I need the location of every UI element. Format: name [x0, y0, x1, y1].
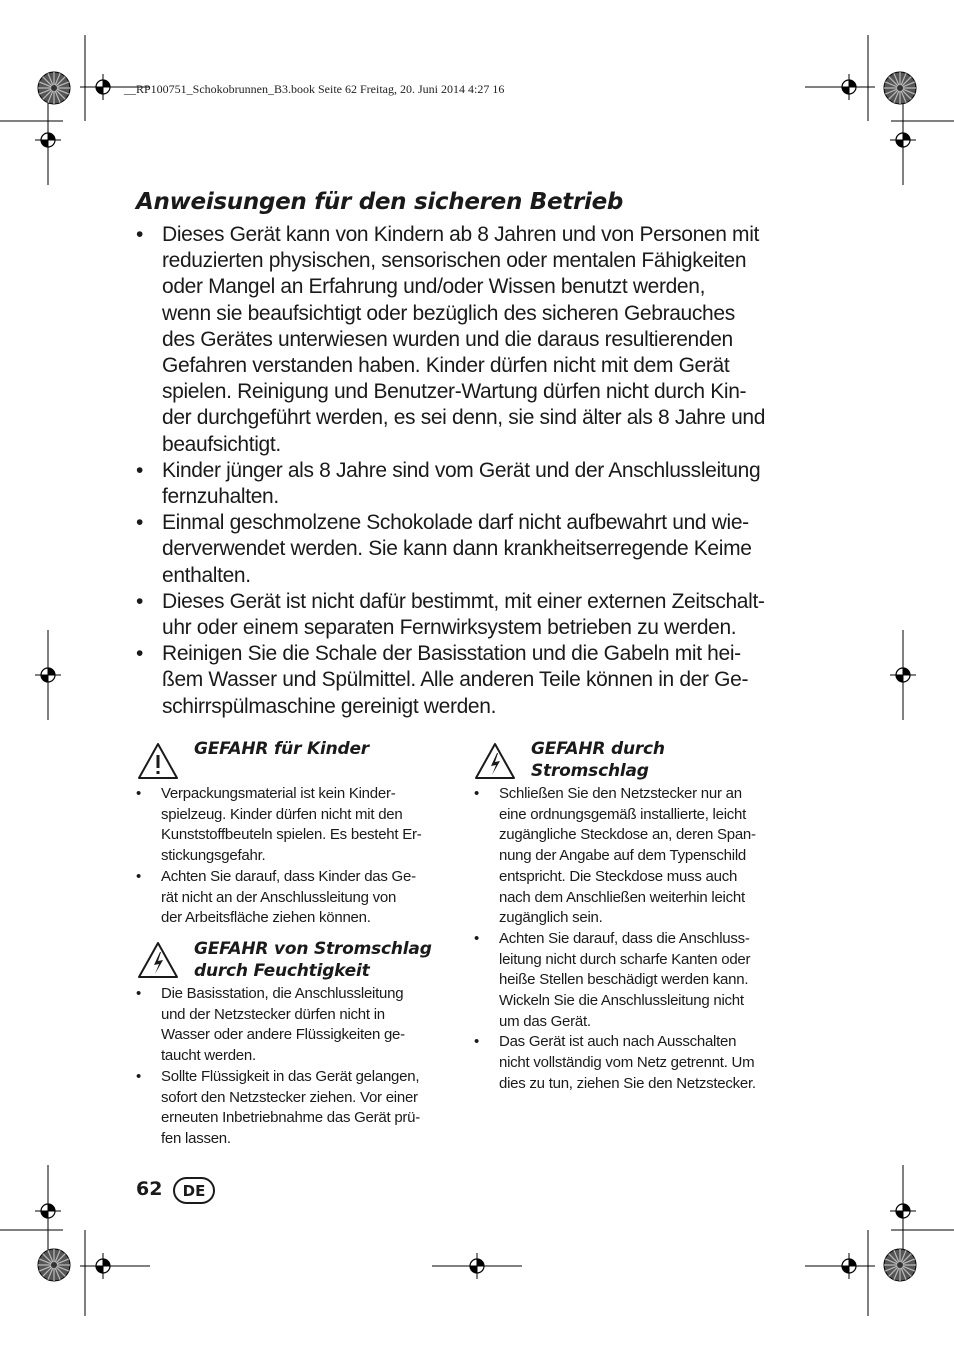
text-line: heiße Stellen beschädigt werden kann.: [499, 971, 749, 989]
text-line: spielen. Reinigung und Benutzer-Wartung dürfen nicht durch Kin-: [162, 380, 747, 404]
text-line: Dieses Gerät kann von Kindern ab 8 Jahren und von Personen mit: [162, 223, 760, 246]
bullet: •: [136, 1067, 142, 1085]
list-item: [136, 458, 816, 510]
safety-instructions-list: [136, 222, 816, 720]
list-item: [136, 984, 456, 1067]
list-item: [474, 1032, 804, 1094]
section-title: Anweisungen für den sicheren Betrieb: [136, 189, 624, 215]
text-line: Reinigen Sie die Schale der Basisstation und die Gabeln mit hei-: [162, 642, 741, 666]
warning-title-line: GEFAHR für Kinder: [194, 739, 369, 759]
text-line: Sollte Flüssigkeit in das Gerät gelangen,: [161, 1067, 420, 1085]
bullet: •: [136, 223, 144, 246]
list-item: [136, 222, 816, 458]
text-line: fernzuhalten.: [162, 485, 279, 509]
text-line: Das Gerät ist auch nach Ausschalten: [499, 1033, 737, 1051]
text-line: spielzeug. Kinder dürfen nicht mit den: [161, 805, 403, 823]
text-line: schirrspülmaschine gereinigt werden.: [162, 694, 497, 718]
warning-title-shock: [531, 738, 665, 782]
electric-shock-warning-icon: [137, 941, 179, 979]
text-line: Die Basisstation, die Anschlussleitung: [161, 985, 404, 1002]
warning-title-moisture: [194, 938, 432, 982]
text-line: Gefahren verstanden haben. Kinder dürfen nicht mit dem Gerät: [162, 354, 730, 378]
warning-list-shock: [474, 784, 804, 1095]
bullet: •: [474, 1033, 480, 1051]
text-line: zugänglich sein.: [499, 909, 603, 927]
warning-title-line: GEFAHR durch: [531, 739, 665, 759]
text-line: fen lassen.: [161, 1129, 231, 1147]
text-line: Kinder jünger als 8 Jahre sind vom Gerät und der Anschlussleitung: [162, 458, 761, 482]
bullet: •: [136, 642, 144, 666]
bullet: •: [474, 785, 480, 802]
text-line: nach dem Anschließen weiterhin leicht: [499, 888, 745, 906]
text-line: oder Mangel an Erfahrung und/oder Wissen benutzt werden,: [162, 275, 706, 299]
text-line: Dieses Gerät ist nicht dafür bestimmt, mit einer externen Zeitschalt-: [162, 589, 765, 613]
electric-shock-warning-icon: [474, 742, 516, 780]
warning-title-line: GEFAHR von Stromschlag: [194, 939, 432, 959]
text-line: derverwendet werden. Sie kann dann krankheitserregende Keime: [162, 537, 752, 561]
list-item: [136, 589, 816, 641]
warning-title-line: Stromschlag: [531, 761, 649, 781]
text-line: Achten Sie darauf, dass Kinder das Ge-: [161, 867, 416, 885]
list-item: [136, 510, 816, 589]
text-line: der durchgeführt werden, es sei denn, sie sind älter als 8 Jahre und: [162, 406, 766, 430]
text-line: und der Netzstecker dürfen nicht in: [161, 1005, 385, 1023]
text-line: nicht vollständig vom Netz getrennt. Um: [499, 1054, 755, 1072]
text-line: der Arbeitsfläche ziehen können.: [161, 909, 371, 927]
text-line: taucht werden.: [161, 1047, 256, 1065]
text-line: leitung nicht durch scharfe Kanten oder: [499, 950, 751, 968]
warning-title-children: [194, 738, 369, 760]
bullet: •: [136, 458, 144, 482]
page-number: 62: [136, 1178, 163, 1200]
text-line: beaufsichtigt.: [162, 432, 281, 456]
warning-title-line: durch Feuchtigkeit: [194, 961, 370, 981]
list-item: [136, 784, 456, 867]
text-line: rät nicht an der Anschlussleitung von: [161, 888, 397, 906]
text-line: erneuten Inbetriebnahme das Gerät prü-: [161, 1109, 420, 1127]
exclamation-warning-icon: [137, 742, 179, 780]
list-item: [136, 641, 816, 720]
text-line: reduzierten physischen, sensorischen oder mentalen Fähigkeiten: [162, 249, 747, 273]
text-line: dies zu tun, ziehen Sie den Netzstecker.: [499, 1074, 756, 1092]
text-line: stickungsgefahr.: [161, 847, 266, 865]
text-line: Einmal geschmolzene Schokolade darf nicht aufbewahrt und wie-: [162, 511, 749, 535]
bullet: •: [136, 511, 144, 535]
text-line: Verpackungsmaterial ist kein Kinder-: [161, 785, 396, 802]
text-line: Wickeln Sie die Anschlussleitung nicht: [499, 992, 744, 1010]
text-line: entspricht. Die Steckdose muss auch: [499, 867, 738, 885]
text-line: Schließen Sie den Netzstecker nur an: [499, 785, 742, 802]
text-line: wenn sie beaufsichtigt oder bezüglich des sicheren Gebrauches: [162, 301, 735, 325]
list-item: [136, 867, 456, 929]
text-line: nung der Angabe auf dem Typenschild: [499, 847, 746, 865]
bullet: •: [136, 867, 142, 885]
list-item: [474, 784, 804, 929]
language-badge: DE: [173, 1177, 215, 1204]
warning-list-moisture: [136, 984, 456, 1150]
text-line: ßem Wasser und Spülmittel. Alle anderen Teile können in der Ge-: [162, 668, 749, 692]
text-line: Kunststoffbeuteln spielen. Es besteht Er-: [161, 826, 422, 844]
text-line: enthalten.: [162, 563, 251, 587]
bullet: •: [474, 929, 480, 947]
list-item: [474, 929, 804, 1033]
text-line: um das Gerät.: [499, 1012, 591, 1030]
text-line: Wasser oder andere Flüssigkeiten ge-: [161, 1026, 405, 1044]
warning-list-children: [136, 784, 456, 929]
text-line: des Gerätes unterwiesen wurden und die daraus resultierenden: [162, 327, 733, 351]
bullet: •: [136, 785, 142, 802]
list-item: [136, 1067, 456, 1150]
text-line: eine ordnungsgemäß installierte, leicht: [499, 805, 747, 823]
text-line: sofort den Netzstecker ziehen. Vor einer: [161, 1088, 418, 1106]
bullet: •: [136, 985, 142, 1002]
print-header: __RP100751_Schokobrunnen_B3.book Seite 62 Freitag, 20. Juni 2014 4:27 16: [124, 82, 505, 96]
text-line: uhr oder einem separaten Fernwirksystem betrieben zu werden.: [162, 616, 737, 640]
text-line: Achten Sie darauf, dass die Anschluss-: [499, 929, 750, 947]
bullet: •: [136, 589, 144, 613]
text-line: zugängliche Steckdose an, deren Span-: [499, 826, 756, 844]
